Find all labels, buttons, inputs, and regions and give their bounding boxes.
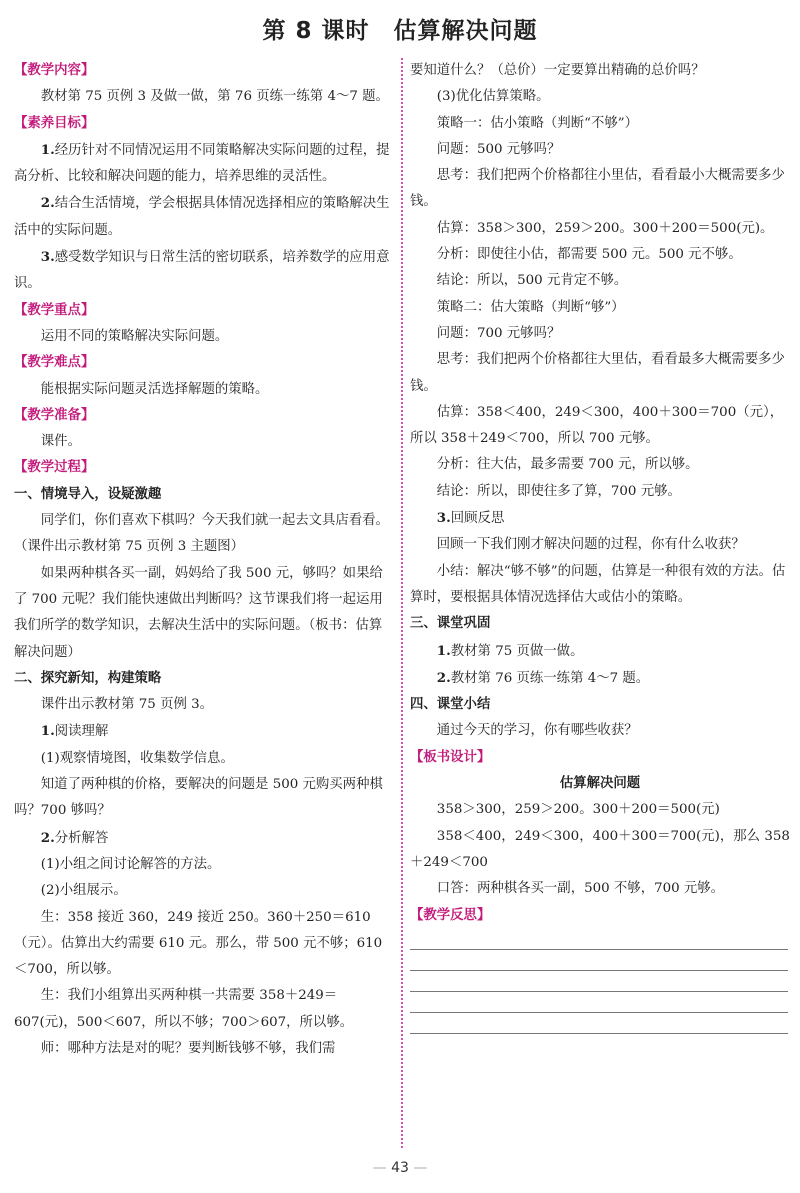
step-3-text: 回顾反思 xyxy=(450,511,505,527)
content-text: 教材第 75 页例 3 及做一做，第 76 页练一练第 4～7 题。 xyxy=(40,89,389,105)
step-1-text: 阅读理解 xyxy=(54,724,109,740)
step-3-num: 3. xyxy=(436,510,451,527)
right-line-15: 回顾一下我们刚才解决问题的过程，你有什么收获？ xyxy=(436,537,745,553)
step-2a: (1)小组之间讨论解答的方法。 xyxy=(40,856,221,872)
right-line-4: 问题：500 元够吗？ xyxy=(436,141,561,157)
board-title: 估算解决问题 xyxy=(559,776,641,792)
step-1 xyxy=(14,718,394,745)
section-1-title: 一、情境导入，设疑激趣 xyxy=(14,486,162,502)
heading-board: 【板书设计】 xyxy=(410,749,491,765)
board-line-2: 358＜400，249＜300，400＋300＝700(元)，那么 358＋249＜700 xyxy=(410,828,790,870)
consolidate-1-num: 1. xyxy=(436,642,451,659)
section-2-title: 二、探究新知，构建策略 xyxy=(14,670,162,686)
goal-1 xyxy=(14,137,394,191)
right-line-7: 分析：即使往小估，都需要 500 元。500 元不够。 xyxy=(436,247,742,263)
right-line-11: 思考：我们把两个价格都往大里估，看看最多大概需要多少钱。 xyxy=(410,352,785,394)
heading-prep: 【教学准备】 xyxy=(14,407,95,423)
step-3 xyxy=(410,505,790,532)
intro-para-2: 如果两种棋各买一副，妈妈给了我 500 元，够吗？如果给了 700 元呢？我们能快速做出判断吗？这节课我们将一起运用我们所学的数学知识，去解决生活中的实际问题。（板书：估算解决问题） xyxy=(14,565,383,660)
right-line-3: 策略一：估小策略（判断“不够”） xyxy=(436,115,638,131)
consolidate-1-text: 教材第 75 页做一做。 xyxy=(450,643,584,659)
consolidate-1 xyxy=(410,638,790,665)
right-line-6: 估算：358＞300，259＞200。300＋200＝500(元)。 xyxy=(436,220,774,236)
board-line-3: 口答：两种棋各买一副，500 不够，700 元够。 xyxy=(436,881,725,897)
step-1-num: 1. xyxy=(40,723,55,740)
page-number: 43 xyxy=(391,1160,409,1176)
heading-content: 【教学内容】 xyxy=(14,63,95,78)
reflection-line-4 xyxy=(410,992,788,1013)
right-line-8: 结论：所以，500 元肯定不够。 xyxy=(436,273,628,289)
section-3-title: 三、课堂巩固 xyxy=(410,616,491,632)
page-footer xyxy=(0,1160,800,1176)
intro-para-1: 同学们，你们喜欢下棋吗？今天我们就一起去文具店看看。（课件出示教材第 75 页例 3 主题图） xyxy=(14,513,389,555)
step-1b: 知道了两种棋的价格，要解决的问题是 500 元购买两种棋吗？700 够吗？ xyxy=(14,777,383,819)
consolidate-2 xyxy=(410,665,790,692)
right-column xyxy=(410,58,790,1034)
key-text: 运用不同的策略解决实际问题。 xyxy=(40,328,229,344)
step-1a: (1)观察情境图，收集数学信息。 xyxy=(40,750,234,766)
heading-difficulty: 【教学难点】 xyxy=(14,355,95,371)
right-line-14: 结论：所以，即使往多了算，700 元够。 xyxy=(436,483,681,499)
board-line-1: 358＞300，259＞200。300＋200＝500(元) xyxy=(436,802,720,818)
column-divider xyxy=(401,58,403,1148)
goal-2-text: 结合生活情境，学会根据具体情况选择相应的策略解决生活中的实际问题。 xyxy=(14,196,390,238)
reflection-line-5 xyxy=(410,1013,788,1034)
reflection-line-1 xyxy=(410,929,788,950)
right-line-5: 思考：我们把两个价格都往小里估，看看最小大概需要多少钱。 xyxy=(410,168,785,210)
right-line-12: 估算：358＜400，249＜300，400＋300＝700（元），所以 358＋249＜700，所以 700 元够。 xyxy=(410,404,784,447)
right-line-13: 分析：往大估，最多需要 700 元，所以够。 xyxy=(436,457,699,473)
goal-1-num: 1. xyxy=(40,141,55,158)
right-line-16: 小结：解决“够不够”的问题，估算是一种很有效的方法。估算时，要根据具体情况选择估大或估小的策略。 xyxy=(410,563,786,605)
heading-goals: 【素养目标】 xyxy=(14,115,95,131)
footer-dash-right: — xyxy=(408,1160,428,1176)
reflection-line-2 xyxy=(410,950,788,971)
example-text: 课件出示教材第 75 页例 3。 xyxy=(40,697,214,713)
step-2-num: 2. xyxy=(40,829,55,846)
footer-dash-left: — xyxy=(372,1160,392,1176)
difficulty-text: 能根据实际问题灵活选择解题的策略。 xyxy=(40,381,269,397)
goal-2 xyxy=(14,190,394,244)
step-2b: (2)小组展示。 xyxy=(40,883,127,899)
heading-key: 【教学重点】 xyxy=(14,302,95,318)
consolidate-2-num: 2. xyxy=(436,669,451,686)
page-title: 第 8 课时 估算解决问题 xyxy=(262,18,538,44)
reflection-line-3 xyxy=(410,971,788,992)
left-column xyxy=(14,58,394,1062)
goal-3-text: 感受数学知识与日常生活的密切联系，培养数学的应用意识。 xyxy=(14,250,390,292)
step-2e: 师：哪种方法是对的呢？要判断钱够不够，我们需 xyxy=(40,1040,336,1056)
goal-1-text: 经历针对不同情况运用不同策略解决实际问题的过程，提高分析、比较和解决问题的能力，培养思维的灵活性。 xyxy=(14,142,390,185)
right-line-10: 问题：700 元够吗？ xyxy=(436,325,561,341)
goal-3-num: 3. xyxy=(40,249,55,266)
consolidate-2-text: 教材第 76 页练一练第 4～7 题。 xyxy=(450,670,650,686)
right-line-2: (3)优化估算策略。 xyxy=(436,89,550,105)
goal-3 xyxy=(14,244,394,298)
section-4-title: 四、课堂小结 xyxy=(410,697,491,713)
right-line-9: 策略二：估大策略（判断“够”） xyxy=(436,299,625,315)
heading-reflect: 【教学反思】 xyxy=(410,907,491,923)
step-2c: 生：358 接近 360，249 接近 250。360＋250＝610（元）。估算出大约需要 610 元。那么，带 500 元不够；610＜700，所以够。 xyxy=(14,909,383,978)
right-line-1: 要知道什么？（总价）一定要算出精确的总价吗？ xyxy=(410,63,705,78)
step-2d: 生：我们小组算出买两种棋一共需要 358＋249＝607(元)，500＜607，所以不够；700＞607，所以够。 xyxy=(14,988,354,1030)
step-2 xyxy=(14,825,394,852)
step-2-text: 分析解答 xyxy=(54,830,109,846)
heading-process: 【教学过程】 xyxy=(14,460,95,476)
goal-2-num: 2. xyxy=(40,195,55,212)
summary-text: 通过今天的学习，你有哪些收获？ xyxy=(436,723,638,739)
prep-text: 课件。 xyxy=(40,434,81,450)
